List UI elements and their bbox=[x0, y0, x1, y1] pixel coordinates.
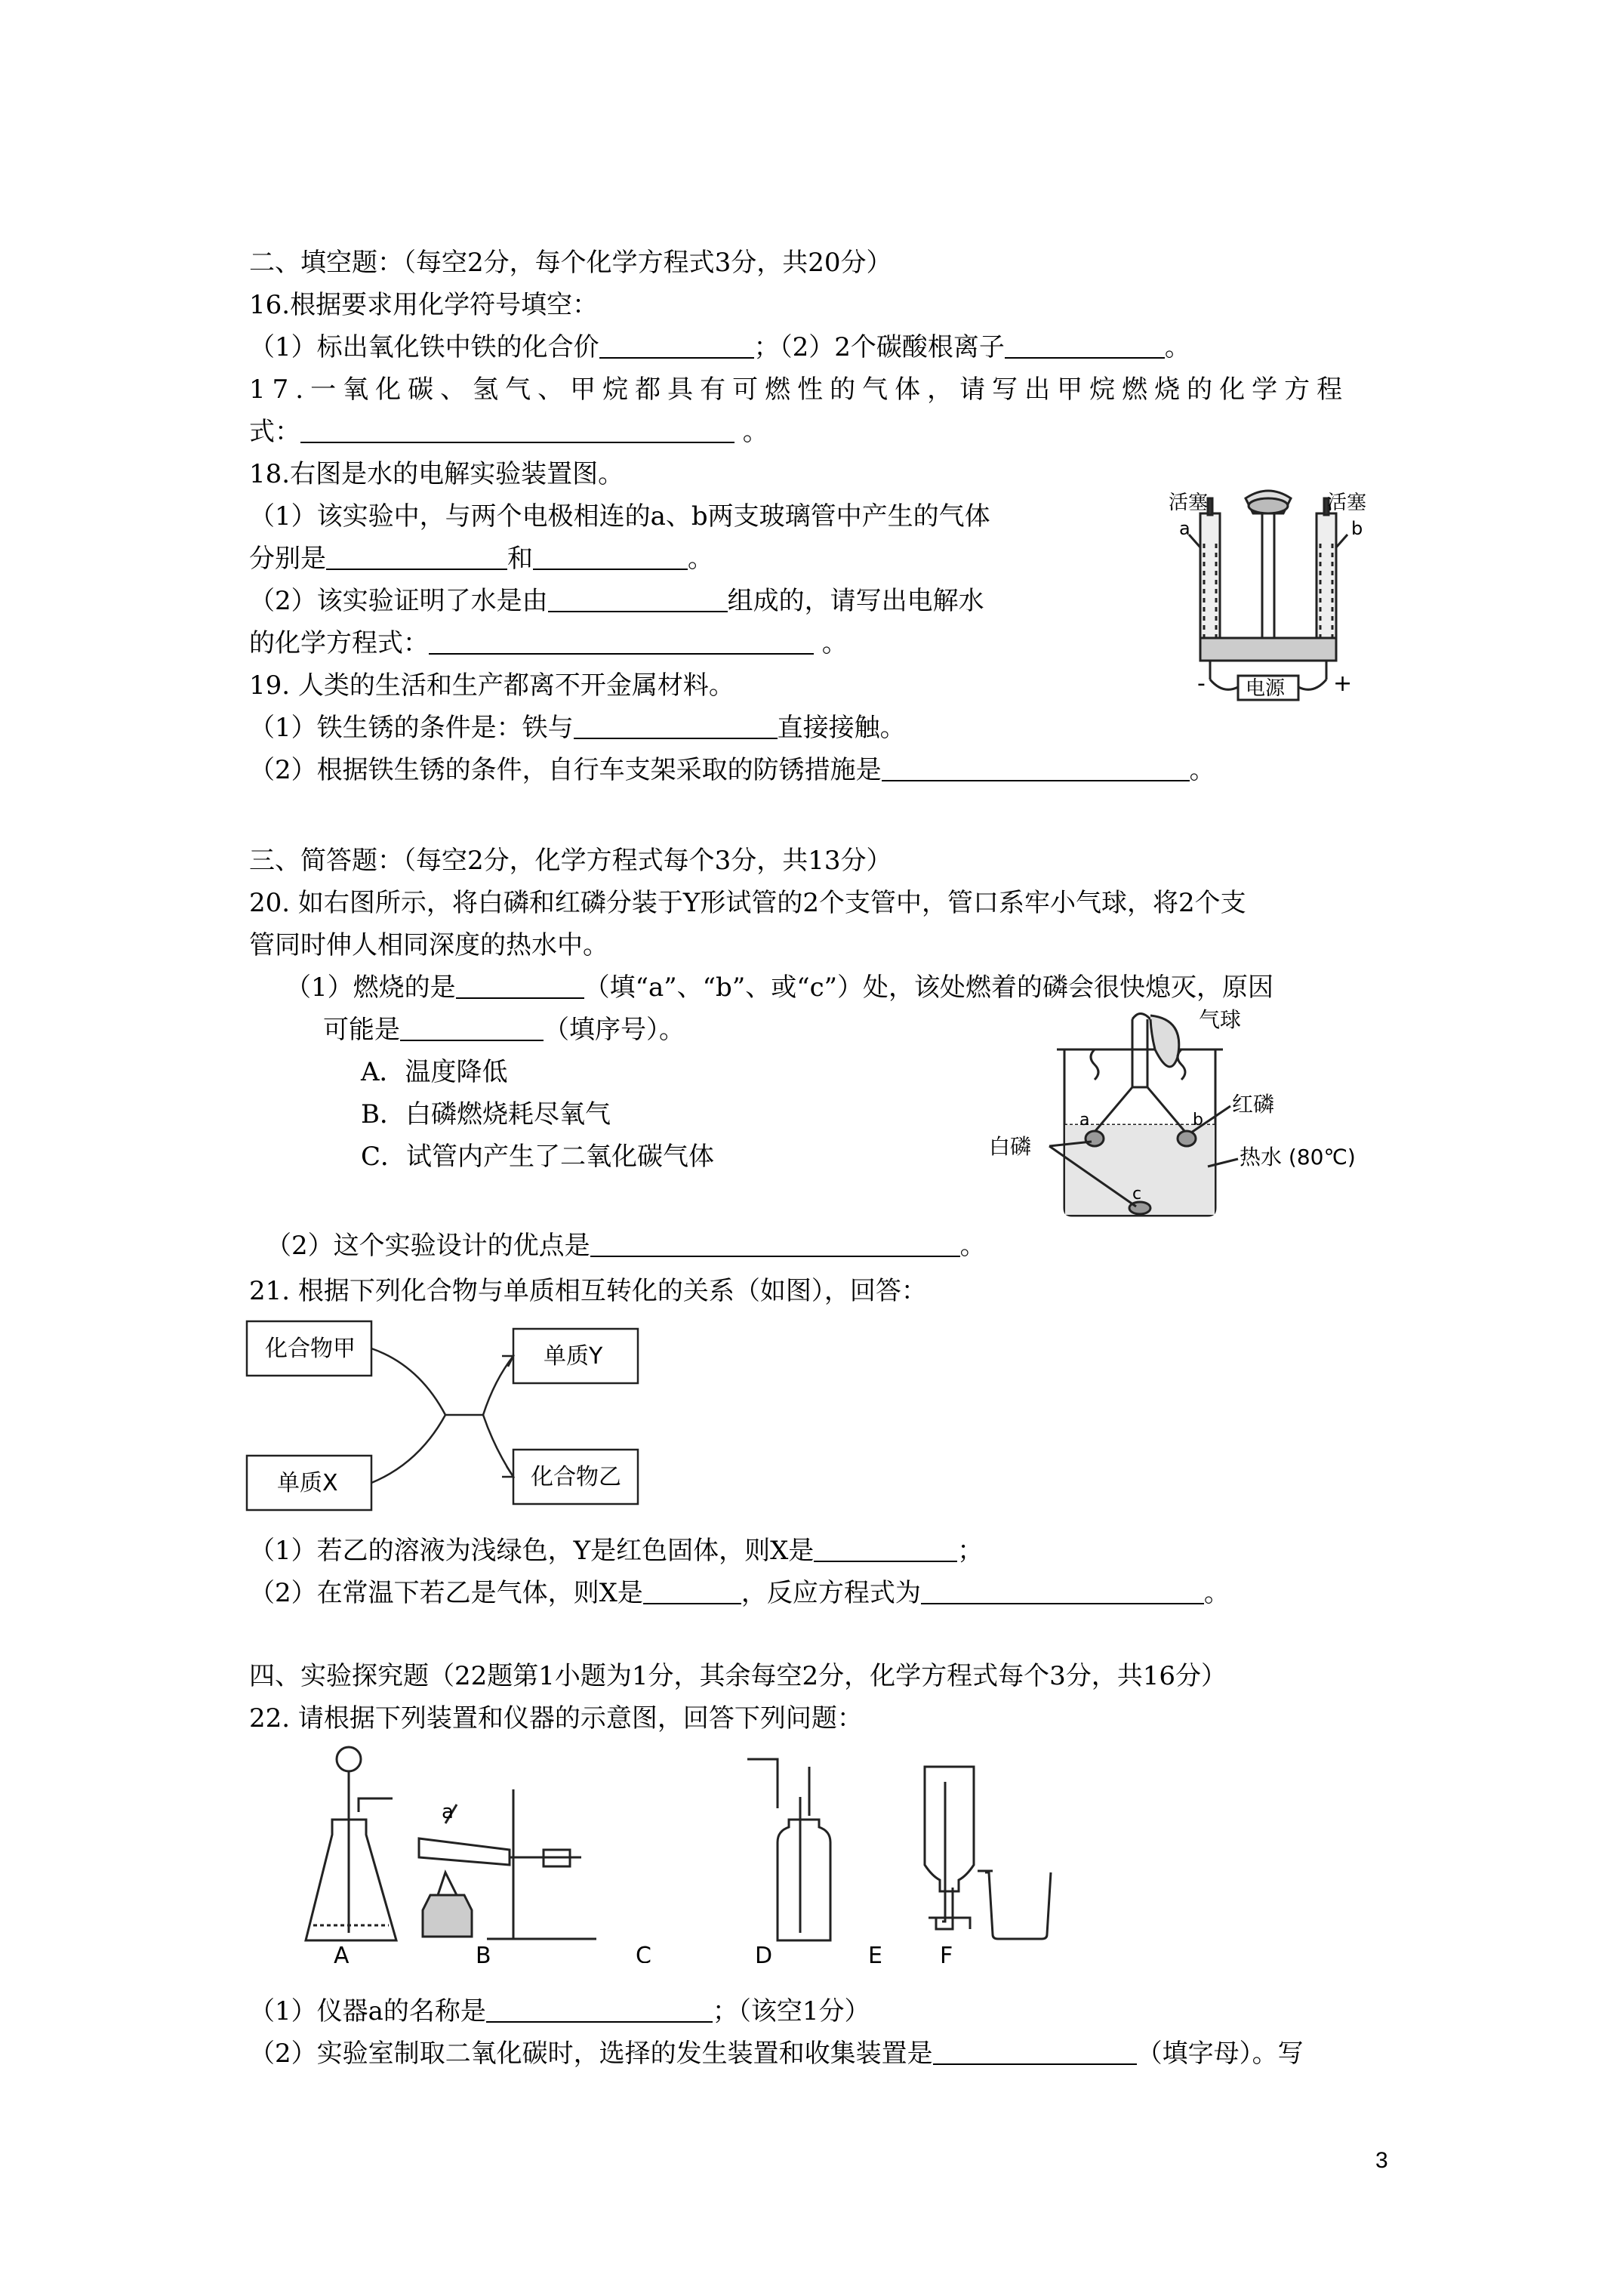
period: 。 bbox=[1203, 1578, 1230, 1608]
q21-2-middle: ，反应方程式为 bbox=[741, 1578, 921, 1608]
answer-blank[interactable] bbox=[400, 1014, 544, 1041]
q16-1-text: （1）标出氧化铁中铁的化合价 bbox=[249, 332, 599, 362]
q18-2-eq-prefix: 的化学方程式： bbox=[249, 628, 429, 658]
q19-2-prefix: （2）根据铁生锈的条件，自行车支架采取的防锈措施是 bbox=[249, 755, 882, 785]
q20-2 bbox=[266, 1229, 986, 1262]
box-element-y: 单质Y bbox=[544, 1343, 603, 1370]
q19-stem: 19. 人类的生活和生产都离不开金属材料。 bbox=[249, 670, 735, 701]
box-compound-yi: 化合物乙 bbox=[531, 1464, 621, 1490]
q18-2-prefix: （2）该实验证明了水是由 bbox=[249, 586, 548, 616]
label-C: C bbox=[636, 1943, 651, 1963]
q16-2-text: ；（2）2个碳酸根离子 bbox=[753, 332, 1005, 362]
q20-stem: 20. 如右图所示，将白磷和红磷分装于Y形试管的2个支管中，管口系牢小气球，将2个支 bbox=[249, 888, 1246, 918]
q19-1-suffix: 直接接触。 bbox=[777, 713, 906, 743]
q18-1-prefix: 分别是 bbox=[249, 544, 326, 574]
label-power: 电源 bbox=[1246, 677, 1286, 700]
q18-2-text bbox=[249, 584, 984, 618]
answer-blank[interactable] bbox=[814, 1535, 957, 1562]
answer-blank[interactable] bbox=[429, 627, 814, 655]
answer-blank[interactable] bbox=[533, 543, 688, 570]
label-minus: - bbox=[1197, 670, 1206, 697]
q17-stem: 17.一氧化碳、氢气、甲烷都具有可燃性的气体，请写出甲烷燃烧的化学方程 bbox=[249, 374, 1350, 405]
q20-1 bbox=[285, 971, 1273, 1004]
answer-blank[interactable] bbox=[548, 585, 728, 612]
answer-blank[interactable] bbox=[326, 543, 507, 570]
q20-stem-2: 管同时伸人相同深度的热水中。 bbox=[249, 930, 608, 960]
page-number: 3 bbox=[1375, 2148, 1388, 2173]
q22-stem: 22. 请根据下列装置和仪器的示意图，回答下列问题： bbox=[249, 1703, 863, 1734]
label-piston-left: 活塞 bbox=[1169, 492, 1209, 514]
q18-1-and: 和 bbox=[507, 544, 533, 574]
option-a: A．温度降低 bbox=[361, 1057, 508, 1087]
q18-1-line2 bbox=[249, 542, 713, 575]
label-B: B bbox=[476, 1943, 491, 1963]
period: 。 bbox=[814, 628, 848, 658]
period: 。 bbox=[959, 1231, 986, 1261]
period: 。 bbox=[1189, 755, 1215, 785]
label-F: F bbox=[940, 1943, 953, 1963]
label-D: D bbox=[755, 1943, 773, 1963]
q20-1-prefix2: 可能是 bbox=[323, 1015, 400, 1045]
option-c: C．试管内产生了二氧化碳气体 bbox=[361, 1142, 715, 1172]
answer-blank[interactable] bbox=[574, 712, 778, 739]
q21-1-prefix: （1）若乙的溶液为浅绿色，Y是红色固体，则X是 bbox=[249, 1536, 815, 1566]
label-piston-right: 活塞 bbox=[1327, 492, 1367, 514]
q18-2-middle: 组成的，请写出电解水 bbox=[727, 586, 984, 616]
label-a: a bbox=[1079, 1111, 1090, 1130]
section-4-title: 四、实验探究题（22题第1小题为1分，其余每空2分，化学方程式每个3分，共16分） bbox=[249, 1661, 1227, 1691]
q21-1-suffix: ； bbox=[957, 1536, 984, 1566]
q21-2 bbox=[249, 1576, 1230, 1610]
label-plus: + bbox=[1333, 670, 1353, 697]
answer-blank[interactable] bbox=[921, 1577, 1204, 1604]
answer-blank[interactable] bbox=[933, 2038, 1137, 2065]
q20-1-prefix: （1）燃烧的是 bbox=[285, 972, 456, 1003]
q21-stem: 21. 根据下列化合物与单质相互转化的关系（如图），回答： bbox=[249, 1276, 927, 1306]
q18-1-text: （1）该实验中，与两个电极相连的a、b两支玻璃管中产生的气体 bbox=[249, 501, 990, 532]
option-b: B．白磷燃烧耗尽氧气 bbox=[361, 1099, 611, 1130]
answer-blank[interactable] bbox=[599, 331, 754, 359]
label-A: A bbox=[334, 1943, 350, 1963]
label-white-phosphorus: 白磷 bbox=[989, 1134, 1032, 1159]
period: 。 bbox=[688, 544, 713, 574]
period: 。 bbox=[735, 417, 768, 447]
box-compound-jia: 化合物甲 bbox=[265, 1336, 356, 1362]
q21-2-prefix: （2）在常温下若乙是气体，则X是 bbox=[249, 1578, 643, 1608]
answer-blank[interactable] bbox=[486, 1996, 713, 2023]
label-instrument-a: a bbox=[442, 1801, 454, 1823]
answer-blank[interactable] bbox=[1005, 331, 1165, 359]
y-tube-experiment-figure bbox=[989, 1004, 1412, 1223]
q18-stem: 18.右图是水的电解实验装置图。 bbox=[249, 459, 624, 489]
label-a: a bbox=[1179, 518, 1190, 539]
answer-blank[interactable] bbox=[643, 1577, 741, 1604]
q19-2 bbox=[249, 754, 1215, 787]
period: 。 bbox=[1164, 332, 1190, 362]
q17-prefix: 式： bbox=[249, 417, 300, 447]
label-E: E bbox=[868, 1943, 882, 1963]
q19-1-prefix: （1）铁生锈的条件是：铁与 bbox=[249, 713, 574, 743]
label-balloon: 气球 bbox=[1199, 1007, 1242, 1032]
q22-1-suffix: ；（该空1分） bbox=[712, 1996, 870, 2026]
q20-1-line2 bbox=[323, 1013, 685, 1046]
answer-blank[interactable] bbox=[456, 972, 584, 999]
q16-stem: 16.根据要求用化学符号填空： bbox=[249, 290, 599, 320]
section-2-title: 二、填空题：（每空2分，每个化学方程式3分，共20分） bbox=[249, 248, 892, 278]
answer-blank[interactable] bbox=[590, 1230, 960, 1257]
box-element-x: 单质X bbox=[277, 1470, 338, 1496]
answer-blank[interactable] bbox=[300, 416, 735, 443]
q22-1-prefix: （1）仪器a的名称是 bbox=[249, 1996, 486, 2026]
lab-apparatus-figure bbox=[294, 1737, 1132, 1963]
label-b: b bbox=[1193, 1111, 1203, 1130]
q21-1 bbox=[249, 1534, 983, 1567]
label-c: c bbox=[1132, 1185, 1142, 1203]
q20-1-suffix2: （填序号）。 bbox=[544, 1015, 685, 1045]
q19-1 bbox=[249, 711, 906, 744]
q22-2-suffix: （填字母）。写 bbox=[1136, 2039, 1304, 2069]
conversion-relation-figure bbox=[245, 1320, 653, 1516]
q17-line2 bbox=[249, 415, 768, 448]
q22-2-prefix: （2）实验室制取二氧化碳时，选择的发生装置和收集装置是 bbox=[249, 2039, 933, 2069]
label-hot-water: 热水 (80℃) bbox=[1240, 1145, 1356, 1170]
q20-2-prefix: （2）这个实验设计的优点是 bbox=[266, 1231, 590, 1261]
electrolysis-apparatus-figure bbox=[1132, 476, 1404, 710]
label-red-phosphorus: 红磷 bbox=[1232, 1092, 1275, 1117]
section-3-title: 三、简答题：（每空2分，化学方程式每个3分，共13分） bbox=[249, 846, 892, 876]
q18-2-line2 bbox=[249, 627, 848, 660]
q22-2 bbox=[249, 2037, 1304, 2070]
q22-1 bbox=[249, 1995, 870, 2028]
q16-sub bbox=[249, 331, 1190, 364]
answer-blank[interactable] bbox=[882, 754, 1190, 781]
q20-1-suffix: （填“a”、“b”、或“c”）处，该处燃着的磷会很快熄灭，原因 bbox=[584, 972, 1274, 1003]
label-b: b bbox=[1351, 518, 1363, 539]
